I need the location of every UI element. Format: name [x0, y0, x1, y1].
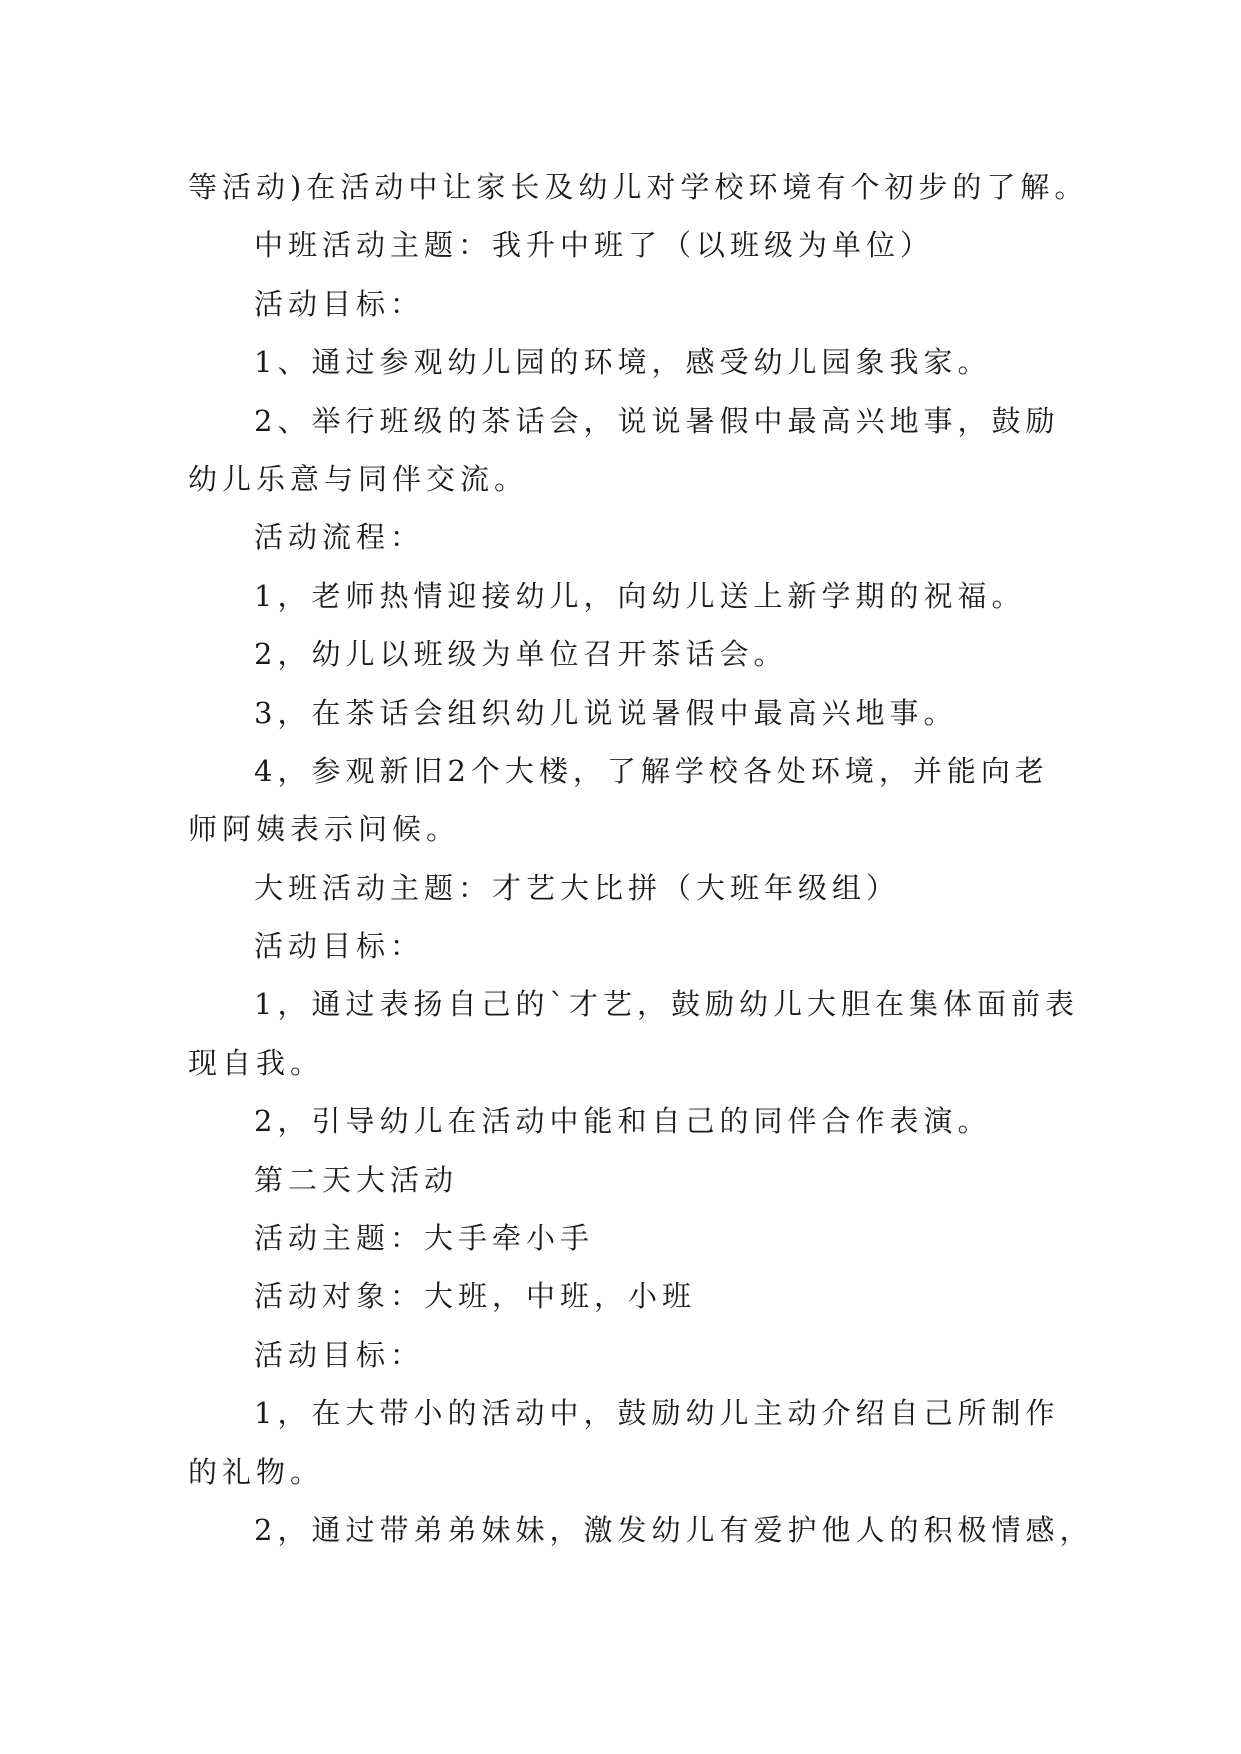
subheading: 活动目标： [254, 1337, 425, 1372]
text-line: 的礼物。 [188, 1454, 325, 1489]
subheading: 活动目标： [254, 929, 425, 964]
text-line: 现自我。 [188, 1045, 325, 1080]
list-item: 4，参观新旧2个大楼，了解学校各处环境，并能向老 [254, 753, 1049, 788]
list-item: 1，通过表扬自己的`才艺，鼓励幼儿大胆在集体面前表 [254, 987, 1079, 1022]
section-heading: 大班活动主题：才艺大比拼（大班年级组） [254, 870, 901, 905]
list-item: 2、举行班级的茶话会，说说暑假中最高兴地事，鼓励 [254, 403, 1060, 438]
section-heading: 第二天大活动 [254, 1162, 459, 1197]
list-item: 1，老师热情迎接幼儿，向幼儿送上新学期的祝福。 [254, 578, 1026, 613]
text-line: 活动对象：大班，中班，小班 [254, 1279, 697, 1314]
subheading: 活动流程： [254, 520, 425, 555]
list-item: 2，幼儿以班级为单位召开茶话会。 [254, 637, 788, 672]
text-line: 活动主题：大手牵小手 [254, 1221, 595, 1256]
document-body [188, 158, 1094, 1559]
list-item: 3，在茶话会组织幼儿说说暑假中最高兴地事。 [254, 695, 958, 730]
text-line: 幼儿乐意与同伴交流。 [188, 461, 529, 496]
subheading: 活动目标： [254, 286, 425, 321]
section-heading: 中班活动主题：我升中班了（以班级为单位） [254, 228, 935, 263]
list-item: 1，在大带小的活动中，鼓励幼儿主动介绍自己所制作 [254, 1396, 1060, 1431]
list-item: 1、通过参观幼儿园的环境，感受幼儿园象我家。 [254, 345, 992, 380]
text-line: 师阿姨表示问候。 [188, 812, 461, 847]
list-item: 2，通过带弟弟妹妹，激发幼儿有爱护他人的积极情感， [254, 1512, 1094, 1547]
text-line: 等活动)在活动中让家长及幼儿对学校环境有个初步的了解。 [188, 170, 1089, 204]
list-item: 2，引导幼儿在活动中能和自己的同伴合作表演。 [254, 1104, 992, 1139]
